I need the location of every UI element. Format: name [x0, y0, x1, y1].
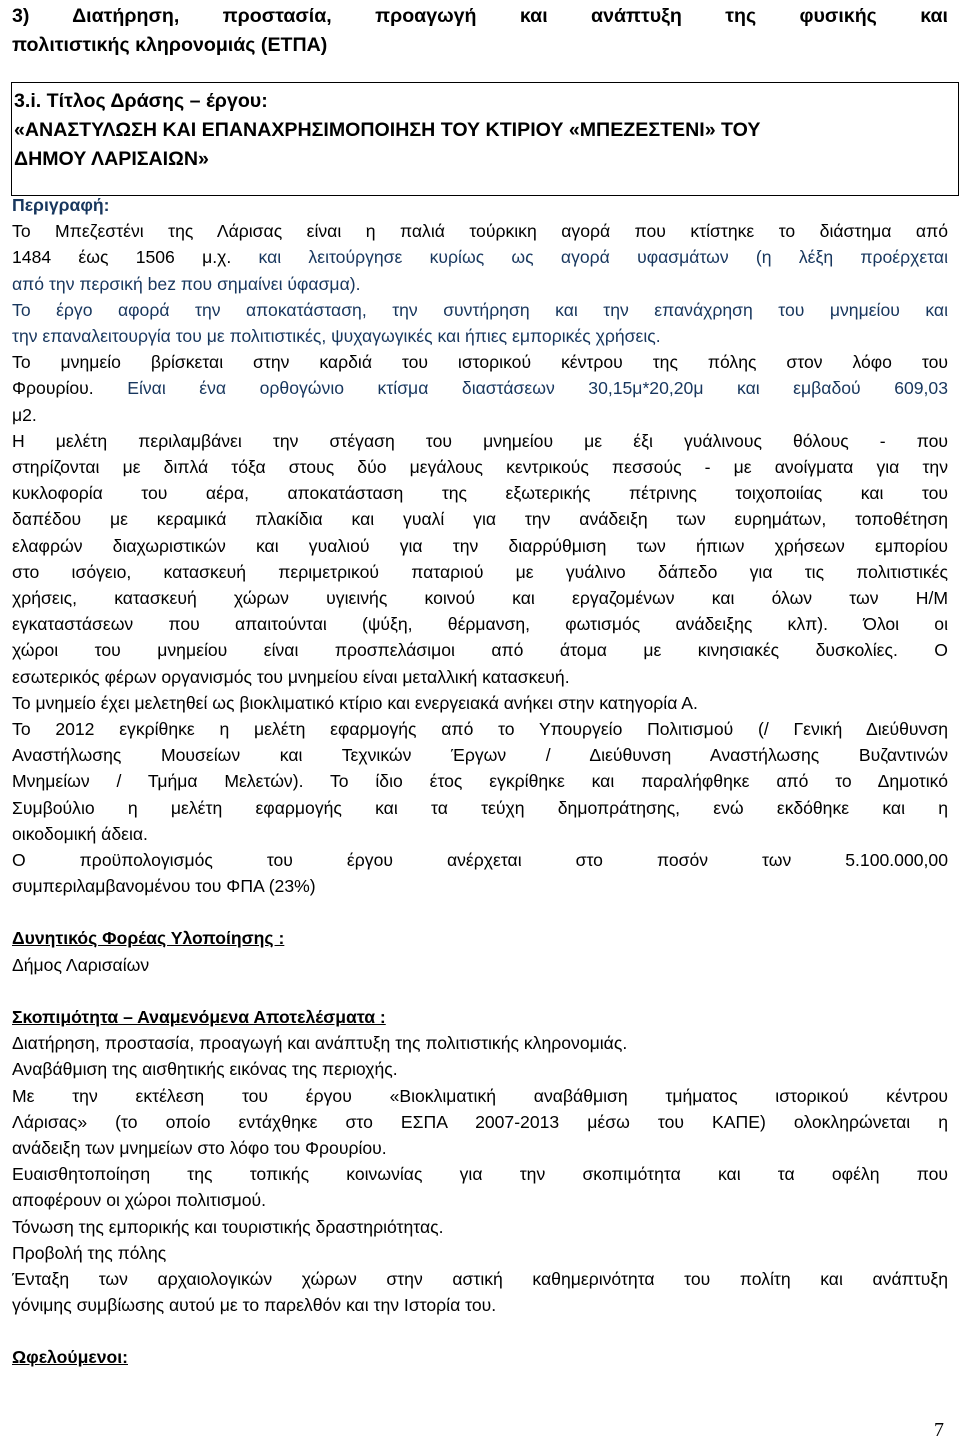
paragraph-line: Ένταξη των αρχαιολογικών χώρων στην αστική καθημερινότητα του πολίτη και ανάπτυξη — [12, 1268, 948, 1289]
description-paragraph-6 — [12, 716, 948, 847]
spacer — [12, 899, 948, 925]
paragraph-line: εγκαταστάσεων που απαιτούνται (ψύξη, θέρμανση, φωτισμός ανάδειξης κλπ). Όλοι οι — [12, 614, 948, 635]
paragraph-line: δαπέδου με κεραμικά πλακίδια και γυαλί για την ανάδειξη των ευρημάτων, τοποθέτηση — [12, 509, 948, 530]
section-header — [12, 2, 948, 60]
description-paragraph-5: Το μνημείο έχει μελετηθεί ως βιοκλιματικό κτίριο και ενεργειακά ανήκει στην κατηγορία Α. — [12, 692, 698, 713]
paragraph-line: την επαναλειτουργία του με πολιτιστικές, ψυχαγωγικές και ήπιες εμπορικές χρήσεις. — [12, 326, 661, 347]
paragraph-segment: Φρουρίου. — [12, 378, 94, 399]
paragraph-line: Με την εκτέλεση του έργου «Βιοκλιματική αναβάθμιση τμήματος ιστορικού κέντρου — [12, 1085, 948, 1106]
paragraph-line: Συμβούλιο η μελέτη εφαρμογής και τα τεύχη δημοπράτησης, ενώ εκδόθηκε και η — [12, 797, 948, 818]
paragraph-line: ελαφρών διαχωριστικών και γυαλιού για την διαρρύθμιση των ήπιων χρήσεων εμπορίου — [12, 535, 948, 556]
page-number: 7 — [934, 1419, 944, 1441]
paragraph-line: χώροι του μνημείου είναι προσπελάσιμοι από άτομα με κινησιακές δυσκολίες. Ο — [12, 640, 948, 661]
paragraph-line: στο ισόγειο, κατασκευή περιμετρικού παταριού με γυάλινο δάπεδο για τις πολιτιστικές — [12, 561, 948, 582]
date-range-text: 1484 έως 1506 μ.χ. — [12, 247, 232, 268]
paragraph-line: στηρίζονται με διπλά τόξα στους δύο μεγάλους κεντρικούς πεσσούς - με ανοίγματα για την — [12, 457, 948, 478]
paragraph-segment: και λειτούργησε κυρίως ως αγορά υφασμάτων (η λέξη προέρχεται — [258, 247, 949, 268]
document-body — [12, 192, 948, 1371]
objective-item: Διατήρηση, προστασία, προαγωγή και ανάπτυξη της πολιτιστικής κληρονομιάς. — [12, 1033, 628, 1054]
paragraph-line: μ2. — [12, 404, 37, 425]
spacer — [12, 1318, 948, 1344]
paragraph-line: Λάρισας» (το οποίο εντάχθηκε στο ΕΣΠΑ 2007-2013 μέσω του ΚΑΠΕ) ολοκληρώνεται η — [12, 1111, 948, 1132]
budget-paragraph — [12, 847, 948, 899]
objectives-heading: Σκοπιμότητα – Αναμενόμενα Αποτελέσματα : — [12, 1006, 386, 1027]
agency-value: Δήμος Λαρισαίων — [12, 954, 150, 975]
paragraph-line: ανάδειξη των μνημείων στο λόφο του Φρουρίου. — [12, 1137, 387, 1158]
paragraph-line: χρήσεις, κατασκευή χώρων υγιεινής κοινού και εργαζομένων και όλων των Η/Μ — [12, 588, 948, 609]
description-paragraph-3 — [12, 349, 948, 428]
objective-item: Προβολή της πόλης — [12, 1242, 167, 1263]
paragraph-line: συμπεριλαμβανομένου του ΦΠΑ (23%) — [12, 876, 316, 897]
paragraph-line: οικοδομική άδεια. — [12, 823, 148, 844]
paragraph-line — [12, 244, 948, 270]
paragraph-line: κυκλοφορία του αέρα, αποκατάσταση της εξωτερικής πέτρινης τοιχοποιίας και του — [12, 483, 948, 504]
paragraph-line: Η μελέτη περιλαμβάνει την στέγαση του μνημείου με έξι γυάλινους θόλους - που — [12, 430, 948, 451]
description-paragraph-1 — [12, 218, 948, 297]
section-header-line-2: πολιτιστικής κληρονομιάς (ΕΤΠΑ) — [12, 34, 328, 56]
action-title-line-1: «ΑΝΑΣΤΥΛΩΣΗ ΚΑΙ ΕΠΑΝΑΧΡΗΣΙΜΟΠΟΙΗΣΗ ΤΟΥ ΚΤΙΡΙΟΥ «ΜΠΕΖΕΣΤΕΝΙ» ΤΟΥ — [14, 119, 761, 141]
paragraph-line: Το 2012 εγκρίθηκε η μελέτη εφαρμογής από το Υπουργείο Πολιτισμού (/ Γενική Διεύθυνση — [12, 719, 948, 740]
action-title-line-2: ΔΗΜΟΥ ΛΑΡΙΣΑΙΩΝ» — [14, 148, 209, 170]
paragraph-line: Μνημείων / Τμήμα Μελετών). Το ίδιο έτος εγκρίθηκε και παραλήφθηκε από το Δημοτικό — [12, 771, 948, 792]
paragraph-line: Ο προϋπολογισμός του έργου ανέρχεται στο ποσόν των 5.100.000,00 — [12, 850, 948, 871]
objective-item: Τόνωση της εμπορικής και τουριστικής δραστηριότητας. — [12, 1216, 444, 1237]
description-paragraph-4 — [12, 428, 948, 690]
paragraph-line: Το μνημείο βρίσκεται στην καρδιά του ιστορικού κέντρου της πόλης στον λόφο του — [12, 352, 948, 373]
objective-item — [12, 1083, 948, 1162]
paragraph-line: από την περσική bez που σημαίνει ύφασμα). — [12, 273, 361, 294]
paragraph-line: Αναστήλωσης Μουσείων και Τεχνικών Έργων / Διεύθυνση Αναστήλωσης Βυζαντινών — [12, 745, 948, 766]
paragraph-line — [12, 375, 948, 401]
objective-item — [12, 1161, 948, 1213]
paragraph-line: Το Μπεζεστένι της Λάρισας είναι η παλιά τούρκικη αγορά που κτίστηκε το διάστημα από — [12, 221, 948, 242]
paragraph-line: Το έργο αφορά την αποκατάσταση, την συντήρηση και την επανάχρηση του μνημείου και — [12, 299, 948, 320]
paragraph-line: αποφέρουν οι χώροι πολιτισμού. — [12, 1190, 267, 1211]
spacer — [12, 978, 948, 1004]
agency-heading: Δυνητικός Φορέας Υλοποίησης : — [12, 928, 285, 949]
paragraph-line: εσωτερικός φέρων οργανισμός του μνημείου είναι μεταλλική κατασκευή. — [12, 666, 570, 687]
paragraph-line: Ευαισθητοποίηση της τοπικής κοινωνίας για την σκοπιμότητα και τα οφέλη που — [12, 1164, 948, 1185]
objective-item: Αναβάθμιση της αισθητικής εικόνας της περιοχής. — [12, 1059, 398, 1080]
description-heading: Περιγραφή: — [12, 195, 110, 215]
paragraph-line: γόνιμης συμβίωσης αυτού με το παρελθόν και την Ιστορία του. — [12, 1295, 497, 1316]
section-header-line-1: 3) Διατήρηση, προστασία, προαγωγή και ανάπτυξη της φυσικής και — [12, 5, 948, 27]
action-title-label: 3.i. Τίτλος Δράσης – έργου: — [14, 90, 268, 112]
objective-item — [12, 1266, 948, 1318]
action-title-box — [11, 82, 959, 196]
description-paragraph-2 — [12, 297, 948, 349]
beneficiaries-heading: Ωφελούμενοι: — [12, 1347, 128, 1368]
paragraph-segment: Είναι ένα ορθογώνιο κτίσμα διαστάσεων 30,15μ*20,20μ και εμβαδού 609,03 — [127, 378, 949, 399]
